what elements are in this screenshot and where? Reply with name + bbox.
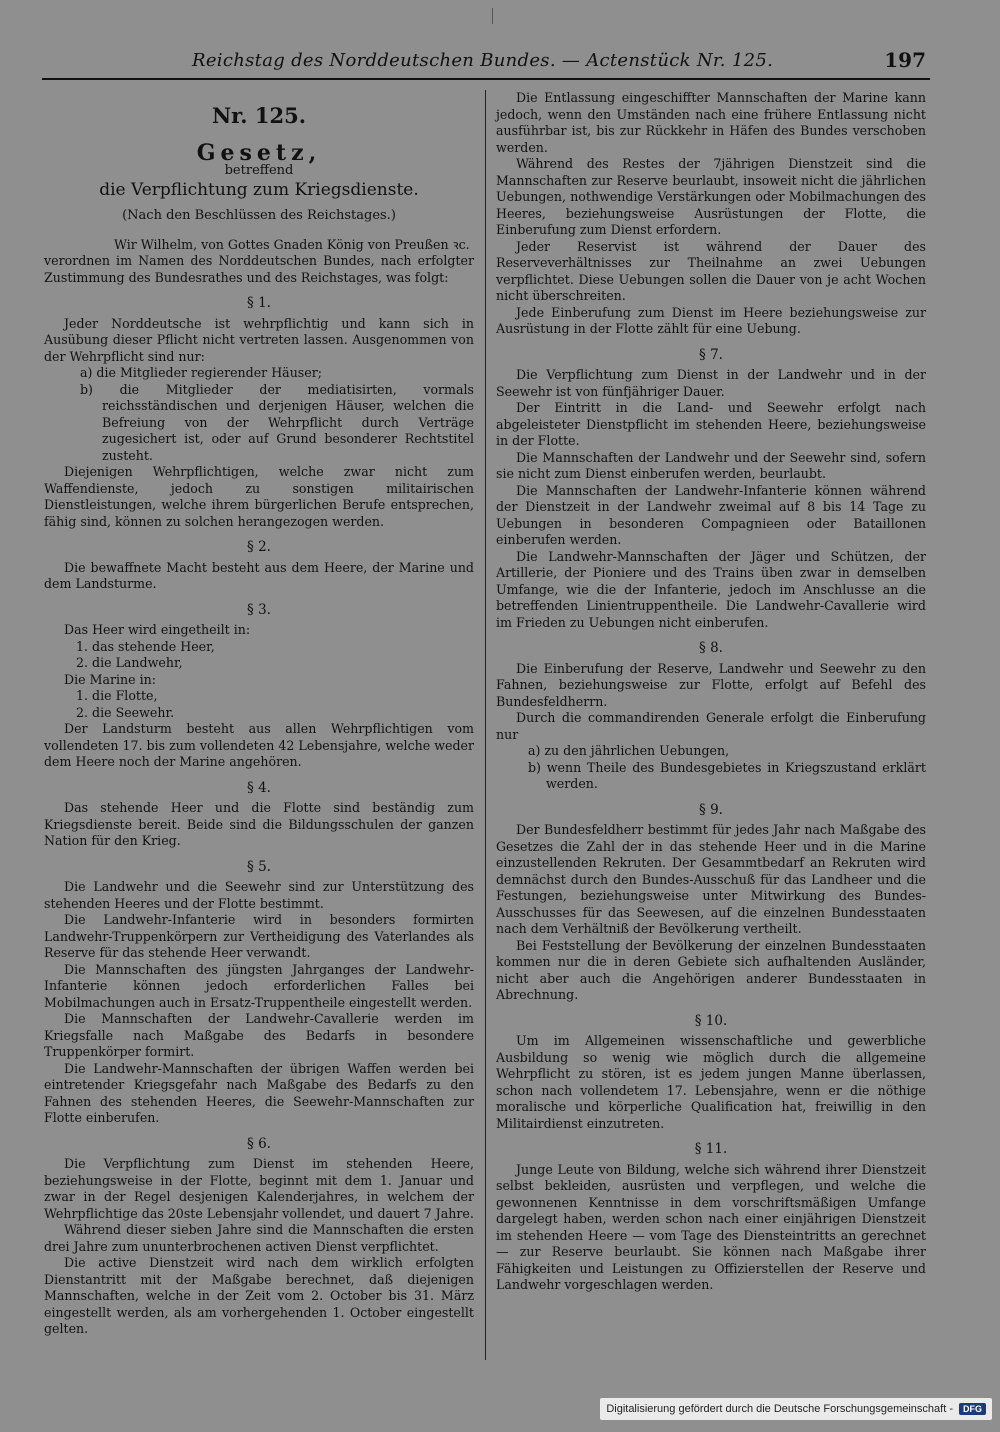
paragraph: Während dieser sieben Jahre sind die Mannschaften die ersten drei Jahre zum ununterbrochenen activen Dienst verpflichtet. xyxy=(44,1222,474,1254)
call-up-list xyxy=(496,743,926,793)
paragraph: Die Mannschaften der Landwehr-Infanterie können während der Dienstzeit in der Landwehr zweimal auf 8 bis 14 Tage zu Uebungen in besonderen Compagnieen oder Bataillonen einberufen werden. xyxy=(496,482,926,547)
footer-text: Digitalisierung gefördert durch die Deutsche Forschungsgemeinschaft - xyxy=(606,1403,953,1415)
paragraph: Die Landwehr-Mannschaften der Jäger und Schützen, der Artillerie, der Pioniere und des Trains üben zwar in demselben Umfange, wie die der Infanterie, jedoch im Anschlusse an die betreffenden Linientruppentheile. Die Landwehr-Cavallerie wird im Frieden zu Uebungen nicht einberufen. xyxy=(496,548,926,630)
paragraph: Die bewaffnete Macht besteht aus dem Heere, der Marine und dem Landsturme. xyxy=(44,559,474,591)
digitization-footer xyxy=(600,1398,992,1420)
section-heading-5: § 5. xyxy=(247,858,271,875)
paragraph: Die Landwehr-Mannschaften der übrigen Waffen werden bei eintretender Kriegsgefahr nach Maßgabe des Bedarfs zu den Fahnen des stehenden Heeres, die Seewehr-Mannschaften zur Flotte einberufen. xyxy=(44,1060,474,1125)
left-column xyxy=(44,90,474,1338)
column-divider xyxy=(485,90,486,1360)
list-item: 1. die Flotte, xyxy=(76,688,158,703)
paragraph: Die Mannschaften der Landwehr und der Seewehr sind, sofern sie nicht zum Dienst einberufen werden, beurlaubt. xyxy=(496,449,926,481)
paragraph: Der Bundesfeldherr bestimmt für jedes Jahr nach Maßgabe des Gesetzes die Zahl der in das stehende Heer und in die Marine einzustellenden Rekruten. Der Gesammtbedarf an Rekruten wird demnächst durch den Bundes-Ausschuß für das Landheer und die Festungen, beziehungsweise unter Mitwirkung des Bundes-Ausschusses für das Seewesen, auf die einzelnen Bundesstaaten nach dem Verhältniß der Bevölkerung vertheilt. xyxy=(496,822,926,936)
dfg-logo: DFG xyxy=(959,1403,986,1415)
paragraph: Die active Dienstzeit wird nach dem wirklich erfolgten Dienstantritt mit der Maßgabe berechnet, daß diejenigen Mannschaften, welche in der Zeit vom 2. October bis 31. März eingestellt werden, als am vorhergehenden 1. October eingestellt gelten. xyxy=(44,1255,474,1336)
paragraph: Die Einberufung der Reserve, Landwehr und Seewehr zu den Fahnen, beziehungsweise zur Flotte, erfolgt auf Befehl des Bundesfeldherrn. xyxy=(496,660,926,709)
preamble-2: verordnen im Namen des Norddeutschen Bundes, nach erfolgter Zustimmung des Bundesrathes und des Reichstages, was folgt: xyxy=(44,253,474,285)
paragraph: Junge Leute von Bildung, welche sich während ihrer Dienstzeit selbst bekleiden, ausrüsten und verpflegen, und welche die gewonnenen Kenntnisse in dem vorschriftsmäßigen Umfange dargelegt haben, werden schon nach einer einjährigen Dienstzeit im stehenden Heere — vom Tage des Diensteintritts an gerechnet — zur Reserve beurlaubt. Sie können nach Maßgabe ihrer Fähigkeiten und Leistungen zu Offizierstellen der Reserve und Landwehr vorgeschlagen werden. xyxy=(496,1161,926,1292)
paragraph: Die Verpflichtung zum Dienst in der Landwehr und in der Seewehr ist von fünfjähriger Dauer. xyxy=(496,367,926,399)
scan-mark xyxy=(492,8,493,24)
list-item: b) die Mitglieder der mediatisirten, vormals reichsständischen und derjenigen Häuser, welchen die Befreiung von der Wehrpflicht durch Verträge zugesichert ist, oder auf Grund besonderer Rechtstitel zusteht. xyxy=(80,381,474,463)
army-list xyxy=(44,639,474,672)
section-heading-4: § 4. xyxy=(247,779,271,796)
document-subtitle-2: die Verpflichtung zum Kriegsdienste. xyxy=(99,179,419,200)
section-heading-11: § 11. xyxy=(694,1141,728,1157)
preamble-1: Wir Wilhelm, von Gottes Gnaden König von Preußen ꝛc. xyxy=(114,236,470,252)
section-heading-1: § 1. xyxy=(247,295,271,311)
header-title: Reichstag des Norddeutschen Bundes. — Actenstück Nr. 125. xyxy=(192,50,774,71)
section-heading-9: § 9. xyxy=(699,801,723,818)
paragraph: Während des Restes der 7jährigen Dienstzeit sind die Mannschaften zur Reserve beurlaubt, insoweit nicht die jährlichen Uebungen, nothwendige Verstärkungen oder Mobilmachungen des Heeres, beziehungsweise Ausrüstungen der Flotte, die Einberufung zum Dienst erfordern. xyxy=(496,156,926,237)
list-item: 2. die Seewehr. xyxy=(76,704,175,720)
list-item: b) wenn Theile des Bundesgebietes in Kriegszustand erklärt werden. xyxy=(528,759,926,791)
paragraph: Die Landwehr und die Seewehr sind zur Unterstützung des stehenden Heeres und der Flotte bestimmt. xyxy=(44,879,474,911)
page-number: 197 xyxy=(884,48,926,72)
list-item: a) die Mitglieder regierender Häuser; xyxy=(80,365,322,380)
document-subtitle-1: betreffend xyxy=(224,163,294,178)
paragraph: Jede Einberufung zum Dienst im Heere beziehungsweise zur Ausrüstung in der Flotte zählt für eine Uebung. xyxy=(496,304,926,336)
section-heading-3: § 3. xyxy=(247,601,271,618)
paragraph: Die Entlassung eingeschiffter Mannschaften der Marine kann jedoch, wenn den Umständen nach eine frühere Entlassung nicht ausführbar ist, bis zur Rückkehr in Häfen des Bundes verschoben werden. xyxy=(496,90,926,155)
section-heading-10: § 10. xyxy=(694,1012,728,1029)
paragraph: Der Landsturm besteht aus allen Wehrpflichtigen vom vollendeten 17. bis zum vollendeten 42 Lebensjahre, welche weder dem Heere noch der Marine angehören. xyxy=(44,721,474,769)
paragraph: Der Eintritt in die Land- und Seewehr erfolgt nach abgeleisteter Dienstpflicht im stehenden Heere, beziehungsweise in der Flotte. xyxy=(496,400,926,448)
section-heading-8: § 8. xyxy=(699,640,723,656)
paragraph: Jeder Norddeutsche ist wehrpflichtig und kann sich in Ausübung dieser Pflicht nicht vertreten lassen. Ausgenommen von der Wehrpflicht sind nur: xyxy=(44,315,474,364)
paragraph: Um im Allgemeinen wissenschaftliche und gewerbliche Ausbildung so wenig wie möglich durch die allgemeine Wehrpflicht zu stören, ist es jedem jungen Manne überlassen, schon nach vollendetem 17. Lebensjahre, wenn er die nöthige moralische und körperliche Qualification hat, freiwillig in den Militairdienst einzutreten. xyxy=(496,1033,926,1131)
paragraph: Die Landwehr-Infanterie wird in besonders formirten Landwehr-Truppenkörpern zur Vertheidigung des Vaterlandes als Reserve für das stehende Heer verwandt. xyxy=(44,912,474,960)
list-item: 2. die Landwehr, xyxy=(76,655,183,670)
section-heading-2: § 2. xyxy=(247,539,271,555)
paragraph: Durch die commandirenden Generale erfolgt die Einberufung nur xyxy=(496,710,926,742)
list-item: a) zu den jährlichen Uebungen, xyxy=(528,743,730,758)
document-note: (Nach den Beschlüssen des Reichstages.) xyxy=(122,208,396,223)
paragraph: Diejenigen Wehrpflichtigen, welche zwar nicht zum Waffendienste, jedoch zu sonstigen militairischen Dienstleistungen, welche ihrem bürgerlichen Berufe entsprechen, fähig sind, können zu solchen herangezogen werden. xyxy=(44,464,474,529)
page-header xyxy=(42,48,930,80)
paragraph: Jeder Reservist ist während der Dauer des Reserveverhältnisses zur Theilnahme an zwei Uebungen verpflichtet. Diese Uebungen sollen die Dauer von je acht Wochen nicht überschreiten. xyxy=(496,238,926,303)
right-column xyxy=(496,90,926,1294)
list-item: 1. das stehende Heer, xyxy=(76,638,215,654)
paragraph: Bei Feststellung der Bevölkerung der einzelnen Bundesstaaten kommen nur die in deren Gebiete sich aufhaltenden Ausländer, nicht aber auch die Angehörigen anderer Bundesstaaten in Abrechnung. xyxy=(496,937,926,1002)
section-heading-7: § 7. xyxy=(699,346,723,363)
paragraph: Das stehende Heer und die Flotte sind beständig zum Kriegsdienste bereit. Beide sind die Bildungsschulen der ganzen Nation für den Krieg. xyxy=(44,800,474,848)
paragraph: Die Marine in: xyxy=(64,671,156,687)
exemption-list xyxy=(44,365,474,464)
document-title: Gesetz, xyxy=(196,139,322,166)
paragraph: Die Mannschaften der Landwehr-Cavallerie werden im Kriegsfalle nach Maßgabe des Bedarfs in besondere Truppenkörper formirt. xyxy=(44,1011,474,1059)
paragraph: Die Mannschaften des jüngsten Jahrganges der Landwehr-Infanterie können jedoch erforderlichen Falles bei Mobilmachungen auch in Ersatz-Truppentheile eingestellt werden. xyxy=(44,961,474,1010)
navy-list xyxy=(44,688,474,721)
document-number: Nr. 125. xyxy=(211,103,307,128)
section-heading-6: § 6. xyxy=(247,1135,271,1152)
paragraph: Die Verpflichtung zum Dienst im stehenden Heere, beziehungsweise in der Flotte, beginnt mit dem 1. Januar und zwar in der Regel desjenigen Kalenderjahres, in welchem der Wehrpflichtige das 20ste Lebensjahr vollendet, und dauert 7 Jahre. xyxy=(44,1156,474,1221)
paragraph: Das Heer wird eingetheilt in: xyxy=(64,622,251,637)
